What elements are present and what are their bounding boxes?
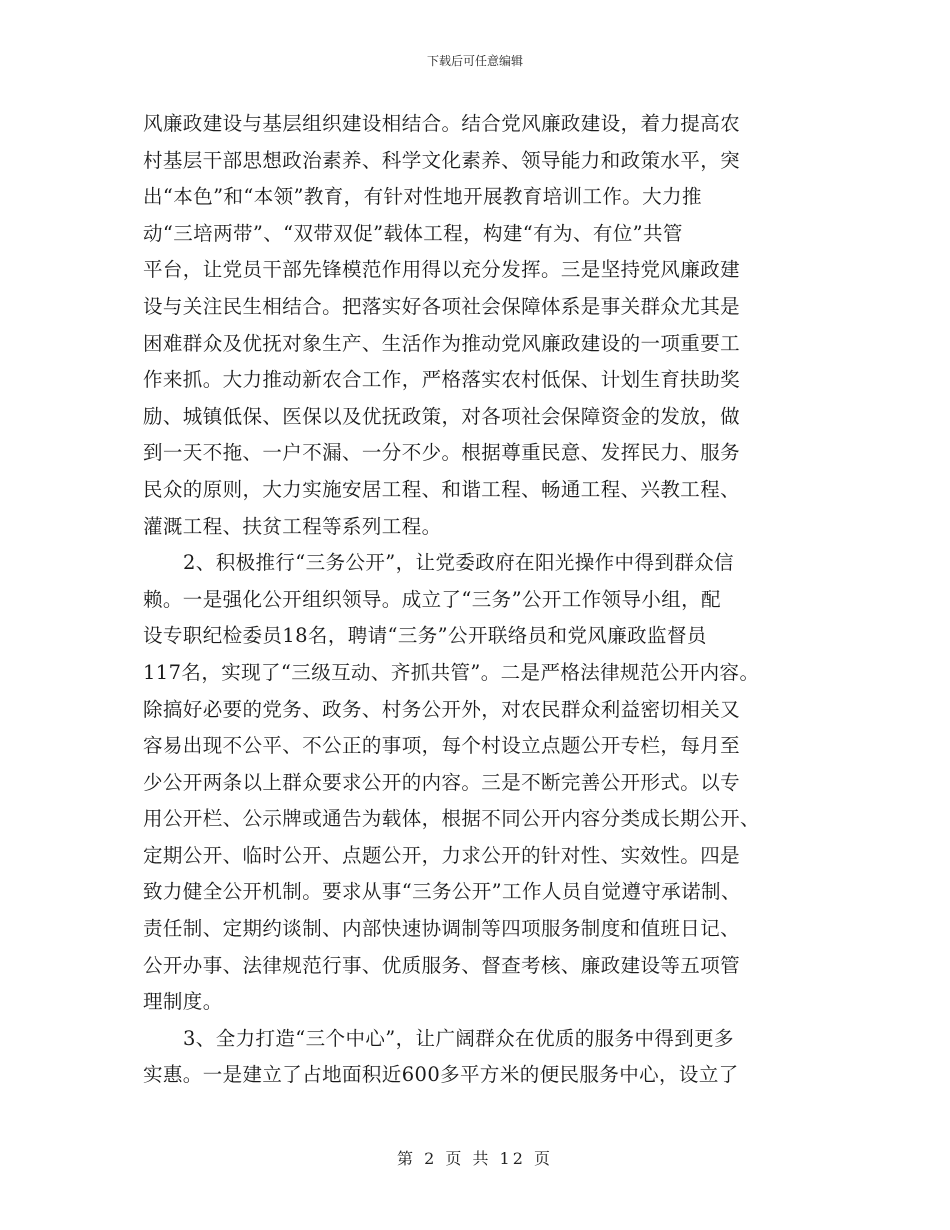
text-line: 理制度。 [143,990,223,1014]
text-line: 到一天不拖、一户不漏、一分不少。根据尊重民意、发挥民力、服务 [143,441,741,465]
text-line: 责任制、定期约谈制、内部快速协调制等四项服务制度和值班日记、 [143,917,741,941]
text-line: 设与关注民生相结合。把落实好各项社会保障体系是事关群众尤其是 [143,294,741,318]
text-line: 3、全力打造“三个中心”，让广阔群众在优质的服务中得到更多 [183,1026,734,1050]
text-line: 民众的原则，大力实施安居工程、和谐工程、畅通工程、兴教工程、 [143,477,741,501]
text-line: 少公开两条以上群众要求公开的内容。三是不断完善公开形式。以专 [143,770,741,794]
text-line: 作来抓。大力推动新农合工作，严格落实农村低保、计划生育扶助奖 [143,368,741,392]
text-line: 定期公开、临时公开、点题公开，力求公开的针对性、实效性。四是 [143,843,741,867]
text-line: 设专职纪检委员18名，聘请“三务”公开联络员和党风廉政监督员 [143,624,707,648]
text-line: 困难群众及优抚对象生产、生活作为推动党风廉政建设的一项重要工 [143,331,741,355]
page-header: 下载后可任意编辑 [426,54,523,68]
text-line: 公开办事、法律规范行事、优质服务、督查考核、廉政建设等五项管 [143,953,741,977]
document-body [143,106,808,1094]
text-line: 致力健全公开机制。要求从事“三务公开”工作人员自觉遵守承诺制、 [143,880,741,904]
text-line: 励、城镇低保、医保以及优抚政策，对各项社会保障资金的发放，做 [143,404,741,428]
text-line: 117名，实现了“三级互动、齐抓共管”。二是严格法律规范公开内容。 [143,660,760,684]
text-line: 用公开栏、公示牌或通告为载体，根据不同公开内容分类成长期公开、 [143,807,760,831]
text-line: 2、积极推行“三务公开”，让党委政府在阳光操作中得到群众信 [183,551,734,575]
text-line: 出“本色”和“本领”教育，有针对性地开展教育培训工作。大力推 [143,185,702,209]
text-line: 除搞好必要的党务、政务、村务公开外，对农民群众利益密切相关又 [143,697,741,721]
text-line: 实惠。一是建立了占地面积近600多平方米的便民服务中心，设立了 [143,1063,739,1087]
text-line: 动“三培两带”、“双带双促”载体工程，构建“有为、有位”共管 [143,221,683,245]
text-line: 风廉政建设与基层组织建设相结合。结合党风廉政建设，着力提高农 [143,112,741,135]
text-line: 村基层干部思想政治素养、科学文化素养、领导能力和政策水平，突 [143,148,741,172]
page-footer: 第 2 页 共 12 页 [397,1149,553,1168]
text-line: 平台，让党员干部先锋模范作用得以充分发挥。三是坚持党风廉政建 [143,258,741,282]
text-line: 容易出现不公平、不公正的事项，每个村设立点题公开专栏，每月至 [143,734,741,758]
text-line: 赖。一是强化公开组织领导。成立了“三务”公开工作领导小组，配 [143,587,721,611]
text-line: 灌溉工程、扶贫工程等系列工程。 [143,514,442,538]
